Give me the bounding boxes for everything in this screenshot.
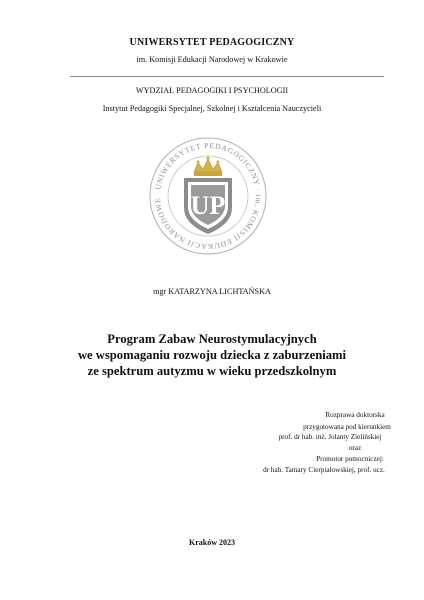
author-name: mgr KATARZYNA LICHTAŃSKA [153, 287, 271, 296]
seal-ring-text: UNIWERSYTET PEDAGOGICZNY · im. KOMISJI EDUKACJI NARODOWE [152, 140, 264, 252]
conjunction-and: oraz [348, 444, 362, 452]
prepared-under: przygotowana pod kierunkiem [303, 423, 391, 431]
assistant-supervisor-label: Promotor pomocniczej: [316, 455, 384, 463]
header-divider [70, 76, 384, 77]
shield-icon [184, 178, 232, 234]
university-name: UNIWERSYTET PEDAGOGICZNY [129, 37, 295, 48]
thesis-title-line-2: we wspomaganiu rozwoju dziecka z zaburzeniami [77, 348, 347, 362]
seal-letters: UP [190, 191, 226, 220]
thesis-title-line-3: ze spektrum autyzmu w wieku przedszkolnym [87, 364, 337, 378]
supervisor-name: prof. dr hab. inż. Jolanty Zielińskiej [278, 433, 382, 441]
assistant-supervisor-name: dr hab. Tamary Cierpiałowskiej, prof. ucz. [263, 466, 385, 474]
place-and-year: Kraków 2023 [189, 538, 235, 547]
thesis-title-line-1: Program Zabaw Neurostymulacyjnych [107, 332, 317, 346]
university-subtitle: im. Komisji Edukacji Narodowej w Krakowie [136, 55, 288, 64]
thesis-type: Rozprawa doktorska [325, 411, 385, 419]
crown-icon [194, 156, 222, 176]
institute-name: Instytut Pedagogiki Specjalnej, Szkolnej i Kształcenia Nauczycieli [102, 104, 322, 113]
faculty-name: WYDZIAŁ PEDAGOGIKI I PSYCHOLOGII [135, 86, 289, 95]
university-seal-icon [146, 134, 270, 258]
